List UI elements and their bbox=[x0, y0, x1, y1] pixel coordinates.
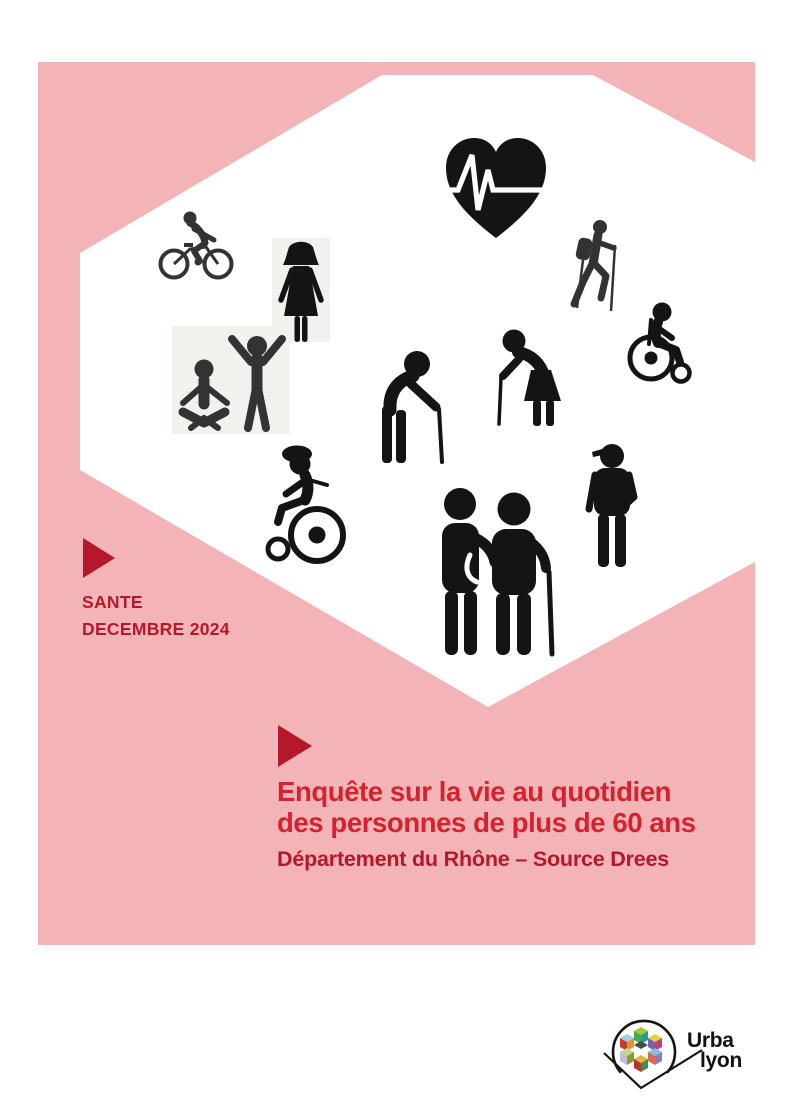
cyclist-icon bbox=[156, 205, 236, 283]
right-leg bbox=[396, 410, 406, 463]
title-arrow-icon bbox=[278, 725, 312, 767]
elderly-left-leg bbox=[496, 593, 510, 655]
title-block bbox=[277, 776, 777, 872]
rear-leg bbox=[574, 262, 593, 304]
torso bbox=[305, 475, 308, 500]
cane bbox=[549, 572, 552, 654]
logo-text-top: Urba bbox=[687, 1029, 734, 1052]
elderly-head bbox=[498, 493, 531, 526]
caregiver-right-leg bbox=[464, 591, 477, 655]
man-with-cap-icon bbox=[576, 437, 646, 567]
left-leg bbox=[598, 514, 609, 567]
backrest bbox=[649, 320, 651, 344]
left-leg bbox=[533, 400, 541, 426]
logo-text-bottom: lyon bbox=[700, 1049, 742, 1072]
push-handle bbox=[313, 481, 327, 485]
caregiver-head bbox=[444, 488, 476, 520]
arm bbox=[503, 359, 519, 376]
kicker bbox=[82, 589, 230, 643]
cane bbox=[439, 409, 442, 462]
head bbox=[291, 242, 311, 262]
right-leg bbox=[546, 400, 554, 426]
report-title bbox=[277, 776, 777, 838]
wheel-hub bbox=[309, 527, 326, 544]
title-line-2: des personnes de plus de 60 ans bbox=[277, 807, 696, 838]
elderly-right-leg bbox=[517, 593, 531, 655]
report-subtitle: Département du Rhône – Source Drees bbox=[277, 847, 670, 871]
skirt bbox=[524, 370, 561, 401]
caregiver-left-leg bbox=[445, 591, 458, 655]
caster-wheel bbox=[268, 539, 288, 559]
left-leg bbox=[248, 388, 256, 428]
heart-pulse-icon bbox=[440, 134, 552, 241]
kicker-arrow-icon bbox=[83, 538, 115, 578]
caster-wheel bbox=[673, 365, 690, 382]
caregiver-elderly-icon bbox=[413, 478, 569, 658]
arm bbox=[286, 482, 303, 494]
urbalyon-logo-text bbox=[687, 1031, 742, 1071]
woman-icon bbox=[272, 238, 330, 342]
cane bbox=[499, 378, 501, 424]
left-arm bbox=[183, 388, 200, 403]
person-yoga-icon bbox=[175, 358, 243, 436]
left-leg bbox=[295, 316, 301, 342]
kicker-category: SANTE bbox=[82, 592, 143, 612]
child-wheelchair-icon bbox=[624, 300, 698, 390]
elderly-woman-cane-icon bbox=[491, 326, 573, 426]
right-leg bbox=[258, 388, 266, 428]
right-leg bbox=[615, 514, 626, 567]
torso bbox=[594, 468, 630, 516]
kicker-date: DECEMBRE 2024 bbox=[82, 619, 230, 639]
arm bbox=[411, 384, 436, 407]
front-leg bbox=[593, 262, 606, 298]
right-arm bbox=[208, 388, 227, 403]
girl-wheelchair-icon bbox=[253, 443, 355, 569]
title-line-1: Enquête sur la vie au quotidien bbox=[277, 776, 672, 807]
rider-leg bbox=[194, 243, 205, 261]
front-pole bbox=[611, 245, 615, 311]
elderly-man-cane-icon bbox=[355, 348, 457, 464]
wheel-hub bbox=[645, 352, 658, 365]
logo-cube-cluster bbox=[620, 1027, 662, 1072]
right-leg bbox=[302, 316, 308, 342]
left-leg bbox=[382, 406, 392, 463]
